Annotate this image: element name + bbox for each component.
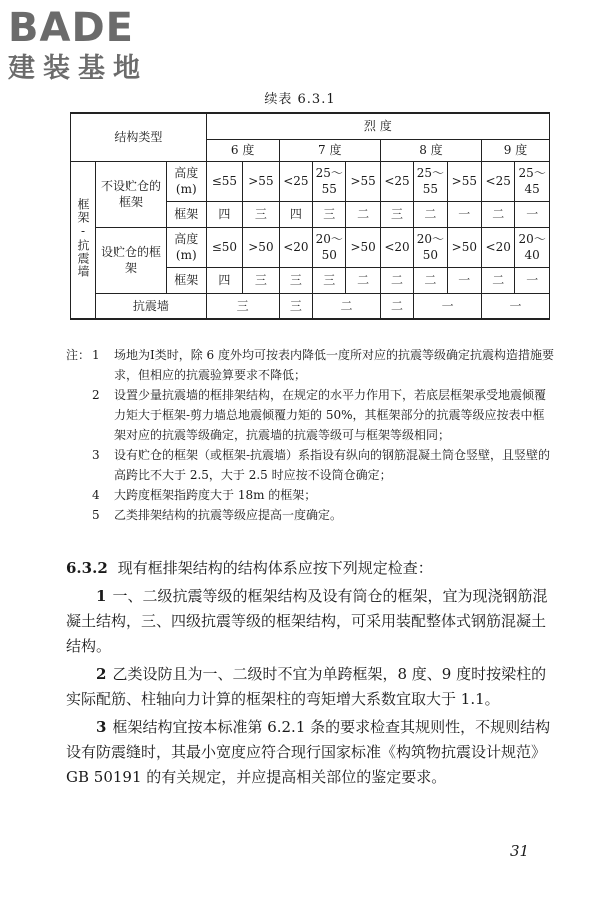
note-text: 大跨度框架指跨度大于 18m 的框架； xyxy=(114,488,317,502)
note-item xyxy=(66,485,556,505)
cell-height: >55 xyxy=(346,161,380,201)
cell-height: <25 xyxy=(380,161,413,201)
note-text: 设有贮仓的框架（或框架-抗震墙）系指设有纵向的钢筋混凝土筒仓竖壁，且竖壁的高跨比不大于 2.5，大于 2.5 时应按不设筒仓确定； xyxy=(114,448,551,482)
clause-number: 6.3.2 xyxy=(66,559,108,577)
frame-label: 框架 xyxy=(166,267,206,293)
cell-grade: 四 xyxy=(206,201,243,227)
cell-grade: 三 xyxy=(380,201,413,227)
cell-height: <25 xyxy=(279,161,312,201)
cell-height: 20～50 xyxy=(313,227,346,267)
table-caption: 续表 6.3.1 xyxy=(264,92,336,107)
cell-wall-grade: 二 xyxy=(313,293,381,319)
cell-height: >55 xyxy=(447,161,481,201)
intensity-7: 7 度 xyxy=(279,139,380,161)
group-label-cell xyxy=(71,161,96,319)
note-item xyxy=(66,505,556,525)
cell-wall-grade: 三 xyxy=(279,293,312,319)
note-item xyxy=(66,445,556,485)
header-structure-type: 结构类型 xyxy=(71,113,207,161)
cell-wall-grade: 二 xyxy=(380,293,413,319)
note-item xyxy=(66,345,556,385)
notes-label: 注： xyxy=(66,348,91,362)
cell-grade: 二 xyxy=(380,267,413,293)
seismic-grade-table xyxy=(70,112,550,320)
cell-height: 25～55 xyxy=(414,161,447,201)
item-text: 框架结构宜按本标准第 6.2.1 条的要求检查其规则性，不规则结构设有防震缝时，其最小宽度应符合现行国家标准《构筑物抗震设计规范》GB 50191 的有关规定，并应提高相关部位的鉴定要求。 xyxy=(66,718,551,786)
cell-grade: 二 xyxy=(482,267,515,293)
clause-item xyxy=(66,662,556,712)
subtype-1: 不设贮仓的框架 xyxy=(96,161,167,227)
brand-logo xyxy=(8,5,178,84)
logo-wordmark xyxy=(8,5,178,51)
cell-height: 25～45 xyxy=(515,161,550,201)
cell-grade: 一 xyxy=(515,201,550,227)
group-label: 框架-抗震墙 xyxy=(76,197,91,278)
item-text: 一、二级抗震等级的框架结构及设有筒仓的框架，宜为现浇钢筋混凝土结构，三、四级抗震等级的框架结构，可采用装配整体式钢筋混凝土结构。 xyxy=(66,587,548,655)
subtype-2: 设贮仓的框架 xyxy=(96,227,167,293)
cell-grade: 三 xyxy=(279,267,312,293)
item-text: 乙类设防且为一、二级时不宜为单跨框架，8 度、9 度时按梁柱的实际配筋、柱轴向力计算的框架柱的弯矩增大系数宜取大于 1.1。 xyxy=(66,665,547,708)
clause-title: 现有框排架结构的结构体系应按下列规定检查： xyxy=(117,559,433,577)
note-number: 3 xyxy=(92,448,100,462)
clause-item xyxy=(66,715,556,790)
cell-height: <20 xyxy=(482,227,515,267)
height-label: 高度(m) xyxy=(166,227,206,267)
item-number: 3 xyxy=(96,718,107,736)
cell-grade: 一 xyxy=(515,267,550,293)
cell-grade: 四 xyxy=(206,267,243,293)
intensity-9: 9 度 xyxy=(482,139,550,161)
note-item xyxy=(66,385,556,445)
cell-height: <25 xyxy=(482,161,515,201)
clause-item xyxy=(66,584,556,659)
intensity-8: 8 度 xyxy=(380,139,481,161)
cell-wall-grade: 一 xyxy=(414,293,482,319)
cell-height: 20～40 xyxy=(515,227,550,267)
wall-label: 抗震墙 xyxy=(96,293,207,319)
cell-height: ≤50 xyxy=(206,227,243,267)
logo-subtitle: 建装基地 xyxy=(8,53,148,84)
item-number: 2 xyxy=(96,665,107,683)
cell-grade: 二 xyxy=(346,201,380,227)
note-text: 场地为Ⅰ类时，除 6 度外均可按表内降低一度所对应的抗震等级确定抗震构造措施要求，但相应的抗震验算要求不降低； xyxy=(114,348,555,382)
note-number: 4 xyxy=(92,488,100,502)
cell-height: 25～55 xyxy=(313,161,346,201)
note-text: 乙类排架结构的抗震等级应提高一度确定。 xyxy=(114,508,343,522)
cell-grade: 三 xyxy=(313,267,346,293)
cell-wall-grade: 三 xyxy=(206,293,279,319)
table-notes xyxy=(66,345,556,525)
note-number: 1 xyxy=(92,348,100,362)
cell-grade: 三 xyxy=(243,201,280,227)
cell-grade: 二 xyxy=(414,267,447,293)
cell-grade: 一 xyxy=(447,201,481,227)
cell-grade: 四 xyxy=(279,201,312,227)
clause-heading xyxy=(66,556,556,581)
height-label: 高度(m) xyxy=(166,161,206,201)
cell-grade: 三 xyxy=(313,201,346,227)
note-number: 2 xyxy=(92,388,100,402)
clause-section xyxy=(66,556,556,793)
cell-height: >55 xyxy=(243,161,280,201)
cell-grade: 二 xyxy=(482,201,515,227)
cell-wall-grade: 一 xyxy=(482,293,550,319)
header-intensity: 烈 度 xyxy=(206,113,549,139)
cell-height: >50 xyxy=(346,227,380,267)
cell-height: <20 xyxy=(279,227,312,267)
cell-grade: 二 xyxy=(414,201,447,227)
cell-grade: 三 xyxy=(243,267,280,293)
cell-grade: 一 xyxy=(447,267,481,293)
page-number: 31 xyxy=(510,842,530,860)
frame-label: 框架 xyxy=(166,201,206,227)
item-number: 1 xyxy=(96,587,107,605)
logo-brand-text: BADE xyxy=(8,5,134,51)
cell-height: >50 xyxy=(243,227,280,267)
cell-height: <20 xyxy=(380,227,413,267)
note-text: 设置少量抗震墙的框排架结构，在规定的水平力作用下，若底层框架承受地震倾覆力矩大于框架-剪力墙总地震倾覆力矩的 50%，其框架部分的抗震等级应按表中框架对应的抗震等级确定，抗震墙的抗震等级可与框架等级相同； xyxy=(114,388,547,442)
cell-height: ≤55 xyxy=(206,161,243,201)
cell-grade: 二 xyxy=(346,267,380,293)
cell-height: 20～50 xyxy=(414,227,447,267)
cell-height: >50 xyxy=(447,227,481,267)
intensity-6: 6 度 xyxy=(206,139,279,161)
note-number: 5 xyxy=(92,508,100,522)
